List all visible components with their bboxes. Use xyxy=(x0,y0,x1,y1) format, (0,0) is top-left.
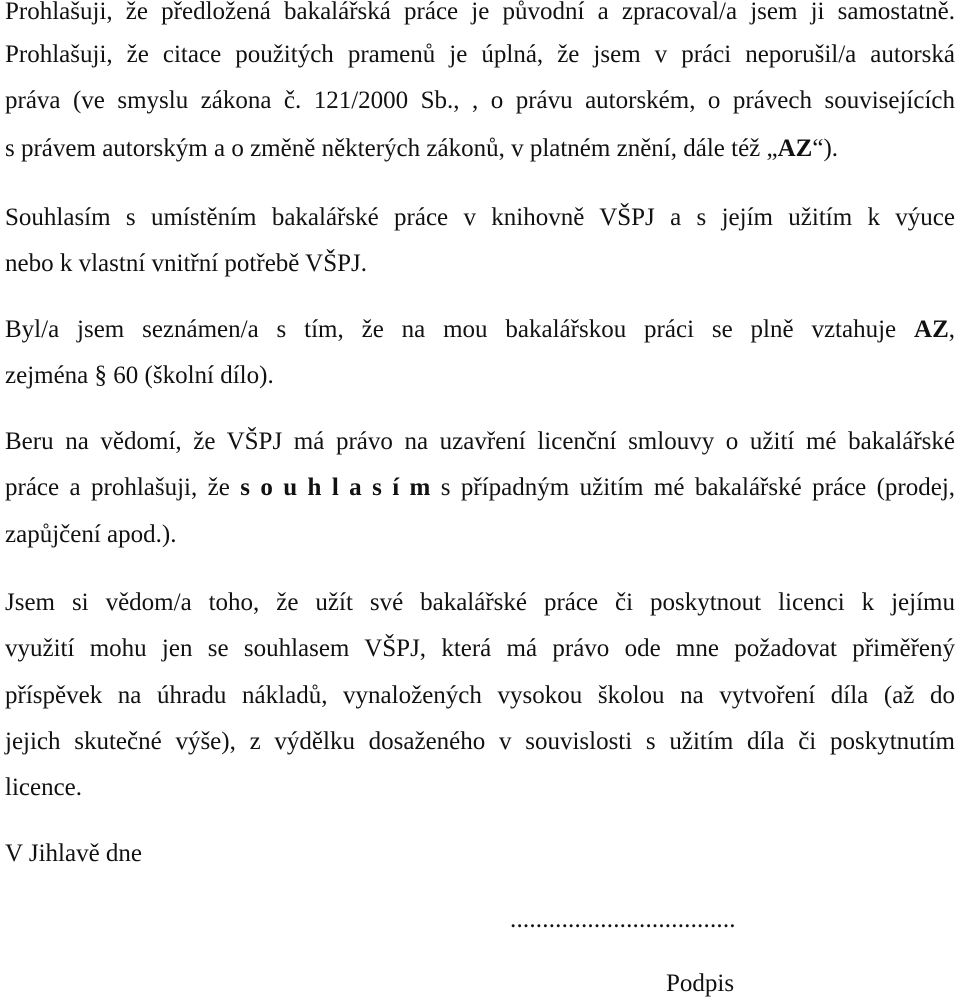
paragraph-3-line-1-text: Byl/a jsem seznámen/a s tím, že na mou bakalářskou práci se plně vztahuje xyxy=(5,316,897,343)
paragraph-4-line-1: Beru na vědomí, že VŠPJ má právo na uzavření licenční smlouvy o užití mé bakalářské xyxy=(5,428,955,455)
paragraph-1-line-4-text: s právem autorským a o změně některých zákonů, v platném znění, dále též „ xyxy=(5,135,778,162)
paragraph-4-line-2-text: práce a prohlašuji, že xyxy=(5,474,230,501)
paragraph-4-line-2 xyxy=(5,474,955,502)
signature-line: ................................... xyxy=(510,906,736,933)
paragraph-3-line-1-end: , xyxy=(948,316,955,343)
paragraph-4-line-2-end: s případným užitím mé bakalářské práce (prodej, xyxy=(440,474,956,501)
paragraph-1-line-3: práva (ve smyslu zákona č. 121/2000 Sb., , o právu autorském, o právech souvisejících xyxy=(5,87,955,114)
paragraph-5-line-4: jejich skutečné výše), z výdělku dosaženého v souvislosti s užitím díla či poskytnutím xyxy=(5,728,955,755)
paragraph-1-line-4 xyxy=(5,135,955,163)
az-abbreviation: AZ xyxy=(914,316,949,343)
paragraph-1-line-2: Prohlašuji, že citace použitých pramenů je úplná, že jsem v práci neporušil/a autorská xyxy=(5,41,955,68)
paragraph-1-line-1: Prohlašuji, že předložená bakalářská práce je původní a zpracoval/a jsem ji samostatně. xyxy=(5,0,955,25)
place-date-label: V Jihlavě dne xyxy=(5,840,143,867)
paragraph-2-line-1: Souhlasím s umístěním bakalářské práce v knihovně VŠPJ a s jejím užitím k výuce xyxy=(5,204,955,231)
az-abbreviation: AZ xyxy=(777,135,813,162)
paragraph-1-line-4-end: “). xyxy=(812,135,839,162)
paragraph-5-line-1: Jsem si vědom/a toho, že užít své bakalářské práce či poskytnout licenci k jejímu xyxy=(5,589,955,616)
paragraph-2-line-2: nebo k vlastní vnitřní potřebě VŠPJ. xyxy=(5,250,368,277)
consent-emphasis: s o u h l a s í m xyxy=(240,474,431,501)
signature-label: Podpis xyxy=(666,970,735,997)
paragraph-3-line-1 xyxy=(5,316,955,344)
paragraph-5-line-5: licence. xyxy=(5,774,83,801)
paragraph-5-line-2: využití mohu jen se souhlasem VŠPJ, která má právo ode mne požadovat přiměřený xyxy=(5,635,955,662)
paragraph-3-line-2: zejména § 60 (školní dílo). xyxy=(5,362,274,389)
paragraph-5-line-3: příspěvek na úhradu nákladů, vynaložených vysokou školou na vytvoření díla (až do xyxy=(5,682,955,709)
paragraph-4-line-3: zapůjčení apod.). xyxy=(5,521,177,548)
